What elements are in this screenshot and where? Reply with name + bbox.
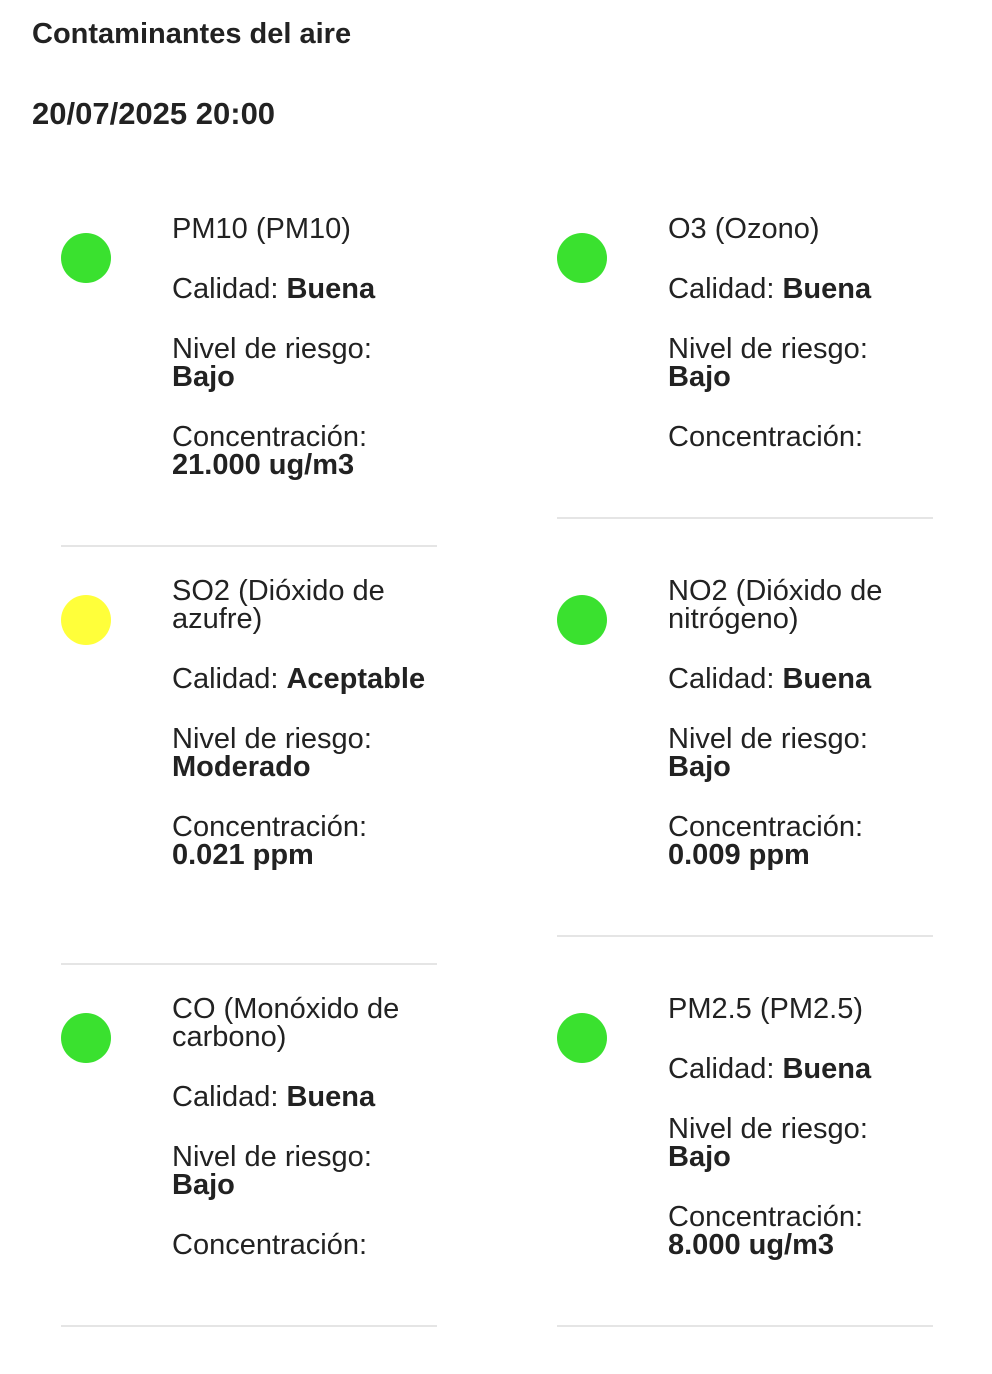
concentration-label: Concentración: — [172, 811, 368, 843]
concentration-row — [668, 423, 933, 451]
pollutant-card — [61, 577, 437, 965]
quality-value: Buena — [286, 273, 376, 305]
risk-value: Bajo — [172, 361, 235, 393]
page-datetime: 20/07/2025 20:00 — [32, 96, 276, 131]
pollutant-name: NO2 (Dióxido de nitrógeno) — [668, 575, 883, 635]
risk-label: Nivel de riesgo: — [172, 723, 372, 755]
risk-row — [668, 335, 933, 391]
concentration-label: Concentración: — [668, 421, 864, 453]
concentration-value: 8.000 ug/m3 — [668, 1229, 835, 1261]
quality-label: Calidad: — [668, 663, 775, 695]
status-indicator-dot — [61, 595, 111, 645]
pollutant-name: O3 (Ozono) — [668, 213, 820, 245]
quality-value: Buena — [782, 663, 872, 695]
risk-value: Bajo — [172, 1169, 235, 1201]
quality-value: Aceptable — [286, 663, 426, 695]
pollutant-name: SO2 (Dióxido de azufre) — [172, 575, 385, 635]
quality-value: Buena — [782, 273, 872, 305]
pollutant-info — [668, 577, 933, 869]
risk-row — [172, 1143, 437, 1199]
pollutant-card — [557, 577, 933, 937]
pollutant-name: CO (Monóxido de carbono) — [172, 993, 400, 1053]
concentration-row — [172, 423, 437, 479]
quality-row — [172, 275, 437, 303]
concentration-label: Concentración: — [172, 1229, 368, 1261]
quality-label: Calidad: — [172, 663, 279, 695]
quality-value: Buena — [782, 1053, 872, 1085]
concentration-value: 21.000 ug/m3 — [172, 449, 355, 481]
pollutant-name: PM2.5 (PM2.5) — [668, 993, 863, 1025]
pollutant-name: PM10 (PM10) — [172, 213, 351, 245]
risk-row — [172, 725, 437, 781]
risk-label: Nivel de riesgo: — [668, 333, 868, 365]
pollutant-card — [61, 995, 437, 1327]
quality-label: Calidad: — [668, 273, 775, 305]
risk-value: Bajo — [668, 361, 731, 393]
quality-row — [668, 665, 933, 693]
concentration-value: 0.009 ppm — [668, 839, 810, 871]
concentration-row — [172, 1231, 437, 1259]
risk-label: Nivel de riesgo: — [172, 1141, 372, 1173]
quality-value: Buena — [286, 1081, 376, 1113]
concentration-row — [172, 813, 437, 869]
risk-label: Nivel de riesgo: — [668, 723, 868, 755]
concentration-row — [668, 1203, 933, 1259]
page-title: Contaminantes del aire — [32, 18, 352, 50]
quality-row — [172, 665, 437, 693]
risk-value: Bajo — [668, 751, 731, 783]
risk-row — [172, 335, 437, 391]
quality-label: Calidad: — [172, 1081, 279, 1113]
concentration-label: Concentración: — [668, 1201, 864, 1233]
status-indicator-dot — [557, 595, 607, 645]
risk-row — [668, 725, 933, 781]
pollutant-card — [557, 995, 933, 1327]
concentration-label: Concentración: — [668, 811, 864, 843]
quality-row — [172, 1083, 437, 1111]
status-indicator-dot — [557, 233, 607, 283]
concentration-row — [668, 813, 933, 869]
status-indicator-dot — [61, 233, 111, 283]
risk-label: Nivel de riesgo: — [668, 1113, 868, 1145]
quality-row — [668, 1055, 933, 1083]
concentration-label: Concentración: — [172, 421, 368, 453]
risk-value: Moderado — [172, 751, 311, 783]
pollutant-info — [668, 995, 933, 1259]
pollutant-card — [557, 215, 933, 519]
concentration-value: 0.021 ppm — [172, 839, 314, 871]
pollutant-info — [172, 995, 437, 1259]
quality-label: Calidad: — [668, 1053, 775, 1085]
status-indicator-dot — [61, 1013, 111, 1063]
pollutant-info — [172, 577, 437, 869]
risk-label: Nivel de riesgo: — [172, 333, 372, 365]
quality-row — [668, 275, 933, 303]
risk-value: Bajo — [668, 1141, 731, 1173]
pollutant-card — [61, 215, 437, 547]
risk-row — [668, 1115, 933, 1171]
pollutant-info — [668, 215, 933, 451]
quality-label: Calidad: — [172, 273, 279, 305]
status-indicator-dot — [557, 1013, 607, 1063]
pollutant-info — [172, 215, 437, 479]
